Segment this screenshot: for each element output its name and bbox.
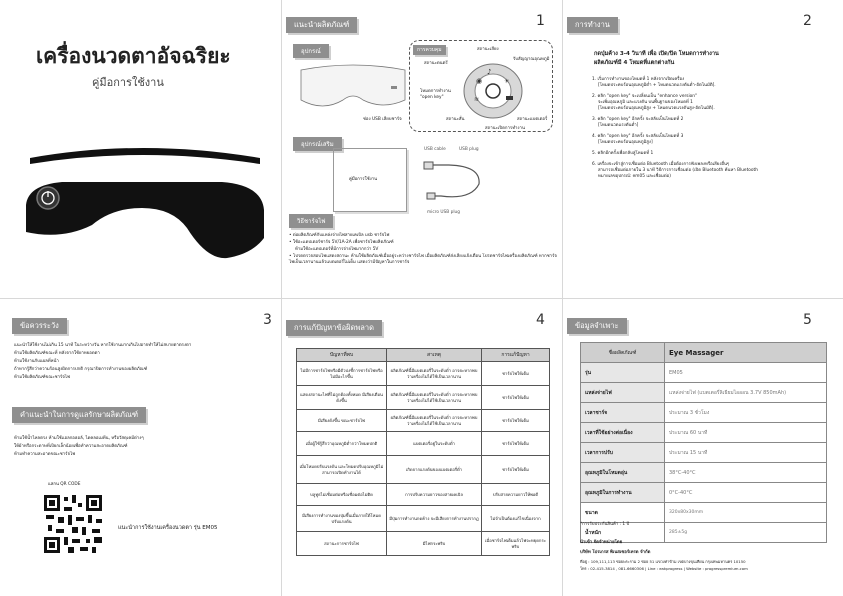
- cover-title: เครื่องนวดตาอัจฉริยะ: [36, 44, 231, 68]
- table-row: มีเสียงดังขึ้น ขณะชาร์จไฟ ผลิตภัณฑ์นี้มีแบตเตอรี่ในระดับต่ำ อาจจะหากพบว่าเครื่องไม่ได้ใช้เป็นเวลานาน ชาร์จไฟให้เต็ม: [297, 410, 550, 432]
- step-item: 5. คลิกอีกครั้งเพื่อกลับสู่โหมดที่ 1: [592, 151, 654, 156]
- step-item: 1. เริ่มการทำงานของโหมดที่ 1 หลังจากเปิดเครื่อง [โหมดประคบร้อนอุณหภูมิต่ำ + โหมดนวดแรงดันต่ำ-อัตโนมัติ].: [592, 77, 716, 88]
- operation-intro: กดปุ่มค้าง 3-4 วินาที เพื่อ เปิด/ปิด โหมดการทำงาน ผลิตภัณฑ์มี 4 โหมดที่แตกต่างกัน: [594, 51, 719, 66]
- operation-steps: [592, 77, 842, 180]
- troubleshooting-table: [296, 348, 550, 556]
- label-heat: รับสัญญาณอุณหภูมิ: [513, 57, 550, 62]
- qr-label: แสกน QR CODE: [48, 482, 81, 487]
- page-number: 4: [536, 312, 545, 328]
- caution-item: ห้ามใช้งานกับแผลที่หน้า: [14, 359, 59, 364]
- panel-specifications: [562, 298, 843, 596]
- label-mode: โหมดการทำงาน "open key": [420, 89, 451, 100]
- charge-item: ห้ามใช้อะแดปเตอร์ที่มีการจ่ายไฟมากกว่า 5V: [295, 247, 379, 252]
- panel-operation: [562, 0, 843, 298]
- section-header: ข้อควรระวัง: [12, 318, 67, 334]
- column-header: การแก้ปัญหา: [482, 349, 550, 362]
- company-contact: โทร : 02-415-3814 , 081-6660306 | Line : eakprogress | Website : progresspremium.com: [580, 566, 748, 571]
- usb-cable-label: USB cable: [424, 147, 446, 152]
- company-name: บริษัท โปรเกรส พิเนสเซอร์เทรด จำกัด: [580, 550, 651, 555]
- spec-row: อุณหภูมิในโหมดอุ่น 38°C-40°C: [581, 463, 827, 483]
- svg-text:♪: ♪: [487, 68, 492, 76]
- column-header: สาเหตุ: [387, 349, 482, 362]
- table-row: ไม่มีการชาร์จไฟหรือมีตัวบ่งชี้การชาร์จไฟหรือไม่มีอะไรขึ้น ผลิตภัณฑ์นี้มีแบตเตอรี่ในระดับต่ำ อาจจะหากพบว่าเครื่องไม่ได้ใช้เป็นเวลานาน ชาร์จไฟให้เต็ม: [297, 362, 550, 386]
- caution-item: ห้ามใช้ผลิตภัณฑ์ขณะชาร์จไฟ: [14, 375, 71, 380]
- qr-code: [42, 493, 104, 555]
- section-header: แนะนำผลิตภัณฑ์: [286, 17, 357, 33]
- charge-item: • โปรดตรวจสอบไฟแสดงสถานะ ห้ามใช้ผลิตภัณฑ์เมื่ออยู่ระหว่างชาร์จไฟ เมื่อผลิตภัณฑ์ส่งเสียงแจ้งเตือน โปรดชาร์จไฟเครื่องผลิตภัณฑ์ หากชาร์จไฟเป็นเวลานานแล้วแบตเตอรี่ไม่เต็ม แสดงว่ามีปัญหาในการชาร์จ: [289, 254, 557, 265]
- spec-row: เวลาการปรับ ประมาณ 15 นาที: [581, 443, 827, 463]
- svg-text:☀: ☀: [504, 78, 510, 85]
- step-item: 3. คลิก "open key" อีกครั้ง จะสลับเป็นโหมดที่ 2 [โหมดนวดแรงดันต่ำ]: [592, 117, 684, 128]
- caution-list: [14, 343, 276, 381]
- controls-title: การควบคุม: [413, 45, 446, 55]
- page-number: 1: [536, 13, 545, 29]
- svg-text:◉: ◉: [476, 77, 483, 85]
- care-header: คำแนะนำในการดูแลรักษาผลิตภัณฑ์: [12, 407, 146, 423]
- caution-item: ถ้าหากรู้สึกว่าความร้อนสูงผิดการปกติ กรุณาปิดการทำงานของผลิตภัณฑ์: [14, 367, 148, 372]
- micro-usb-label: micro USB plug: [427, 210, 460, 215]
- importer-label: นำเข้า จัดจำหน่ายโดย: [580, 540, 623, 545]
- charge-item: • ใช้อะแดปเตอร์ชาร์จ 5V/1A-2A เพื่อชาร์จไฟผลิตภัณฑ์: [289, 240, 394, 245]
- care-item: ห้ามทำความสะอาดขณะชาร์จไฟ: [14, 452, 76, 457]
- usb-port-label: ช่อง USB เสียบชาร์จ: [363, 117, 402, 122]
- qr-caption: แนะนำการใช้งานเครื่องนวดตา รุ่น EM05: [118, 525, 218, 531]
- charge-item: • ต่อผลิตภัณฑ์กับแหล่งจ่ายไฟสายเคเบิล usb ชาร์จไฟ: [289, 233, 390, 238]
- device-illustration: [293, 60, 413, 120]
- caution-item: แนะนำให้ใช้งานไม่เกิน 15 นาที ในระหว่างวัน หากใช้งานมากเกินไปอาจทำให้ไม่สบายตาตรงตา: [14, 343, 192, 348]
- table-row: แสดงสถานะไฟที่ไม่ถูกต้องทั้งหมด มีเสียงเตือน ดังขึ้น ผลิตภัณฑ์นี้มีแบตเตอรี่ในระดับต่ำ อาจจะหากพบว่าเครื่องไม่ได้ใช้เป็นเวลานาน ชาร์จไฟให้เต็ม: [297, 386, 550, 410]
- step-item: 6. เครื่องจะเข้าสู่การเชื่อมต่อ Bluetooth เมื่อต้องการฟังเพลงหรือเสียงอื่นๆ สามารถเชื่อมต่อภายใน 3 นาที วิธีการการเชื่อมต่อ (เปิด Bluetooth ค้นหา Bluetooth หมายเลขอุปกรณ์: em05 และเชื่อมต่อ): [592, 162, 758, 179]
- table-row: สถานะการชาร์จไฟ มีไฟกระพริบ เมื่อชาร์จไฟเต็มแล้วไฟจะหยุดกระพริบ: [297, 532, 550, 556]
- usb-cable-illustration: [421, 152, 496, 210]
- control-panel-illustration: [462, 60, 524, 122]
- usb-plug-label: USB plug: [459, 147, 479, 152]
- care-item: ห้ามใช้น้ำไหลตรง ห้ามใช้แอลกอฮอล์, ไดคลอเมทีน, หรือวัสดุเคมีต่างๆ: [14, 436, 144, 441]
- spec-row: อุณหภูมิในการทำงาน 0°C-40°C: [581, 483, 827, 503]
- care-list: [14, 436, 276, 458]
- manual-box-label: คู่มือการใช้งาน: [349, 177, 378, 182]
- company-address: ที่อยู่ : 109,111,113 ซอยพระราม 2 ซอย 51 แขวงท่าข้าม เขตบางขุนเทียน กรุงเทพมหานคร 10150: [580, 559, 746, 564]
- section-header: การทำงาน: [567, 17, 618, 33]
- spec-head-row: ชื่อผลิตภัณฑ์ Eye Massager: [581, 343, 827, 363]
- panel-troubleshooting: [281, 298, 562, 596]
- table-row: เมื่อโหมดปรับแรงดัน และโหมดปรับอุณหภูมิไม่สามารถเปิดทำงานได้ เกิดจากแรงดันของแบตเตอรี่ต่ำ ชาร์จไฟให้เต็ม: [297, 456, 550, 484]
- caution-item: ห้ามใช้ผลิตภัณฑ์ขณะที่ หลังจากใช้ยาหยอดตา: [14, 351, 100, 356]
- spec-row: เวลาชาร์จ ประมาณ 3 ชั่วโมง: [581, 403, 827, 423]
- eye-mask-illustration: [22, 140, 267, 280]
- cover-subtitle: คู่มือการใช้งาน: [92, 76, 164, 89]
- warranty-note: *การรับประกันสินค้า : 1 ปี: [580, 522, 630, 527]
- spec-row: ขนาด 320x80x30mm: [581, 503, 827, 523]
- spec-table: [580, 342, 827, 543]
- care-item: ให้ผ้าหรือกระดาษที่เปียกเล็กน้อยเพื่อทำความสะอาดผลิตภัณฑ์: [14, 444, 128, 449]
- page-number: 5: [803, 312, 812, 328]
- label-music: สถานะดนตรี: [424, 61, 448, 66]
- spec-row: น้ำหนัก 285±5g: [581, 523, 827, 543]
- page-number: 2: [803, 13, 812, 29]
- svg-text:≋: ≋: [474, 96, 480, 103]
- table-row: บลูทูธไม่เชื่อมต่อหรือเชื่อมต่อไม่ติด การปรับความยาวของสายเคเบิล ปรับสายความยาวให้พอดี: [297, 484, 550, 506]
- section-header: การแก้ปัญหาข้อผิดพลาด: [286, 320, 382, 336]
- device-label: อุปกรณ์: [293, 44, 329, 58]
- charge-list: [289, 233, 559, 266]
- step-item: 2. คลิก "open key" จะเปลี่ยนเป็น "enhance version" จะเพิ่มอุณหภูมิ และแรงดัน บนพื้นฐานของโหมดที่ 1 [โหมดประคบร้อนอุณหภูมิสูง + โหมดนวดแรงดันสูง-อัตโนมัติ].: [592, 94, 715, 111]
- step-item: 4. คลิก "open key" อีกครั้ง จะสลับเป็นโหมดที่ 3 [โหมดประคบร้อนอุณหภูมิสูง]: [592, 134, 684, 145]
- label-power: สถานะเปิดการทำงาน: [485, 126, 525, 131]
- spec-row: เวลาที่ใช้อย่างต่อเนื่อง ประมาณ 60 นาที: [581, 423, 827, 443]
- panel-cautions: [0, 298, 281, 596]
- spec-row: แหล่งจ่ายไฟ แหล่งจ่ายไฟ (แบตเตอรี่ลิเธียมไอออน 3.7V 850mAh): [581, 383, 827, 403]
- column-header: ปัญหาที่พบ: [297, 349, 387, 362]
- label-vibration: สถานะสั่น: [446, 117, 465, 122]
- label-speaker: สถานะเสียง: [477, 47, 499, 52]
- panel-product-intro: [281, 0, 562, 298]
- charge-title: วิธีชาร์จไฟ: [289, 214, 333, 228]
- accessory-label: อุปกรณ์เสริม: [293, 137, 342, 151]
- table-row: มีเสียงการทำงานของปุ่มขึ้นเมื่อภายใต้โหมดปรับแรงดัน มีปุ่มการทำงานกดค้าง จะมีเสียงการทำงานปรากฏ ไม่จำเป็นต้องแก้ไขเนื่องจาก: [297, 506, 550, 532]
- cover-panel: [0, 0, 281, 298]
- table-row: เมื่อผู้ใช้รู้สึกว่าอุณหภูมิต่ำกว่าโหมดปกติ แบตเตอรี่อยู่ในระดับต่ำ ชาร์จไฟให้เต็ม: [297, 432, 550, 456]
- spec-row: รุ่น EM05: [581, 363, 827, 383]
- section-header: ข้อมูลจำเพาะ: [567, 318, 627, 334]
- page-number: 3: [263, 312, 272, 328]
- label-battery: สถานะแบตเตอรี่: [517, 117, 548, 122]
